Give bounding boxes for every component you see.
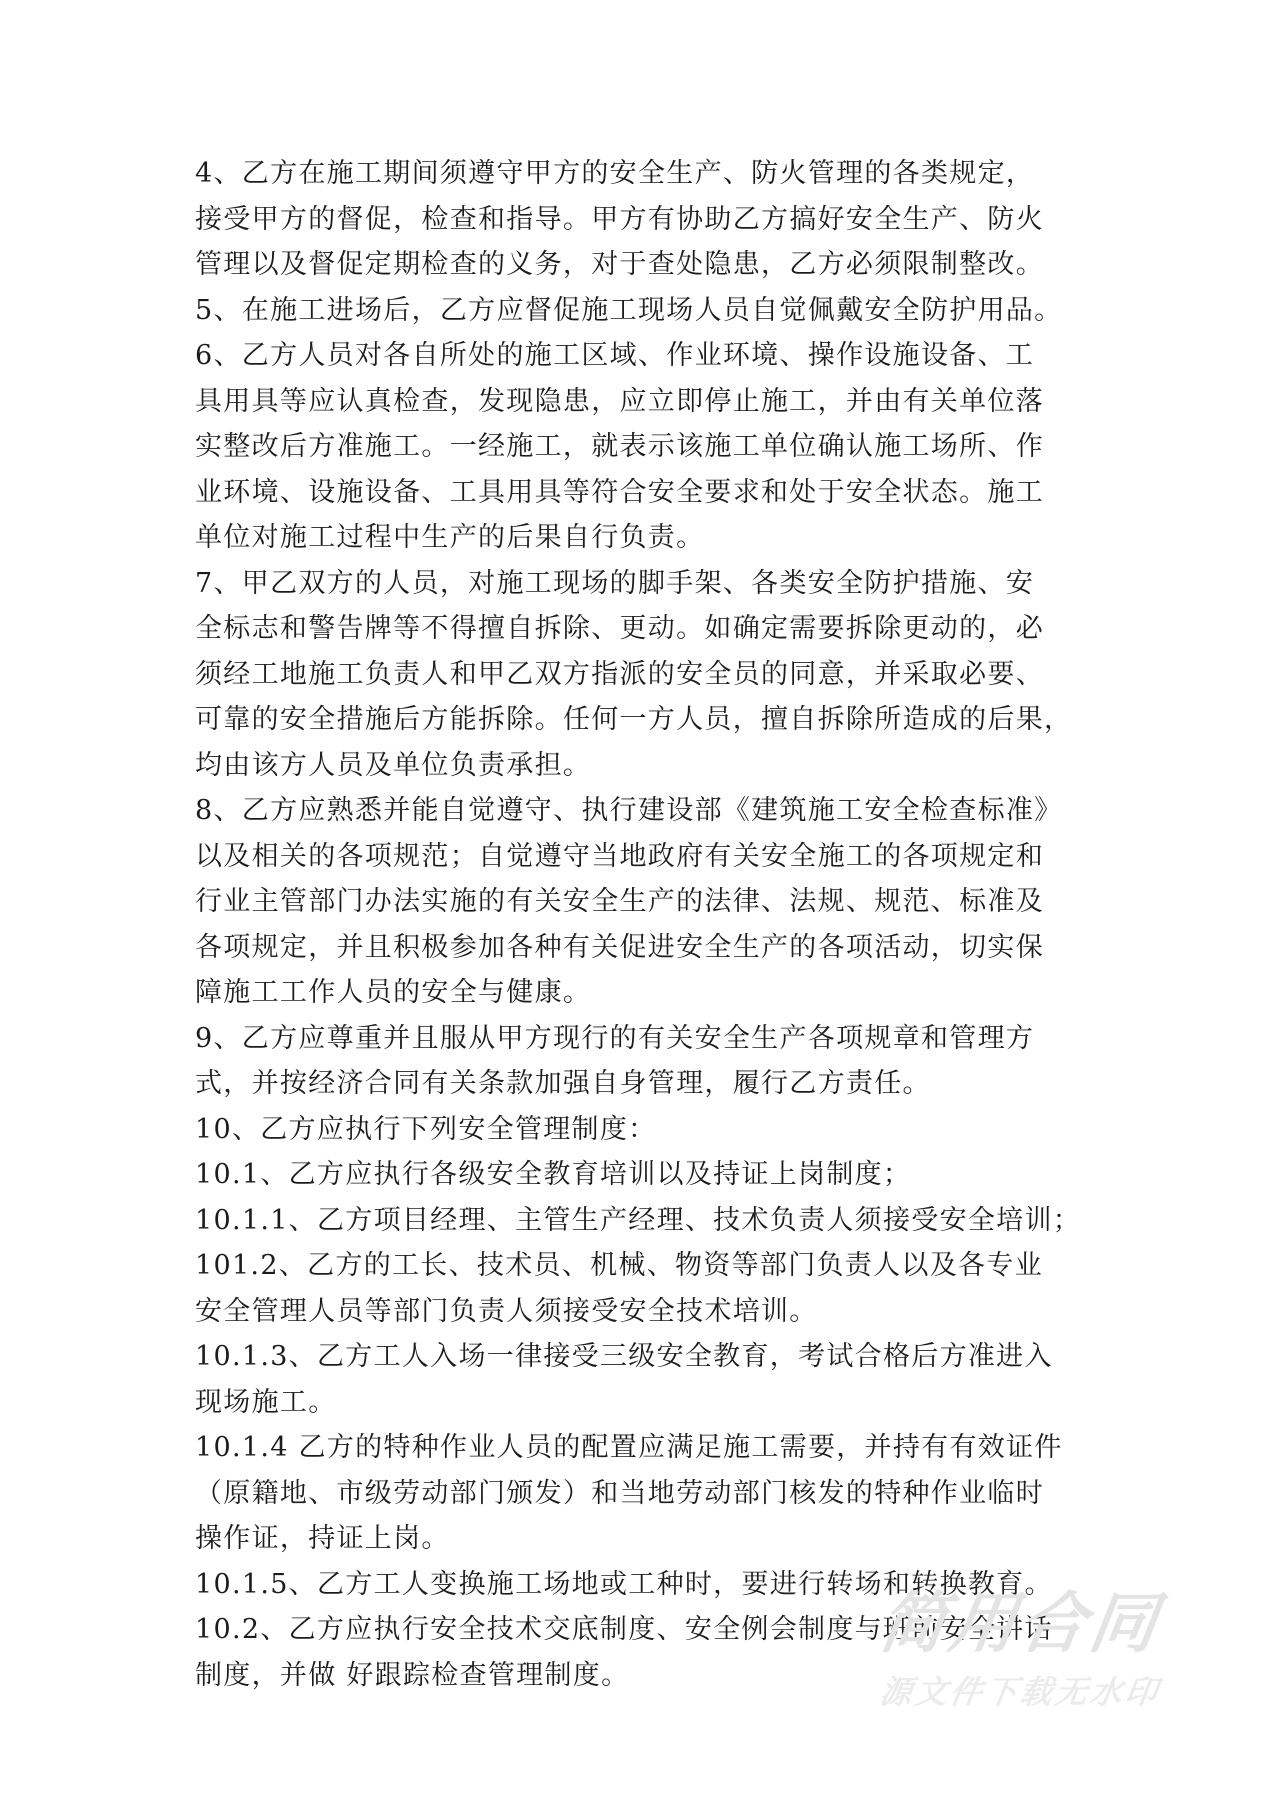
clause-7-line-5: 均由该方人员及单位负责承担。	[195, 749, 592, 781]
clause-4-line-3: 管理以及督促定期检查的义务，对于查处隐患，乙方必须限制整改。	[195, 249, 1044, 280]
clause-10-1-5-line-1: 10.1.5、乙方工人变换施工场地或工种时，要进行转场和转换教育。	[195, 1568, 1053, 1600]
clause-10-1-2-line-2: 安全管理人员等部门负责人须接受安全技术培训。	[195, 1295, 818, 1327]
clause-6-line-3: 实整改后方准施工。一经施工，就表示该施工单位确认施工场所、作	[195, 431, 1044, 462]
clause-7-line-2: 全标志和警告牌等不得擅自拆除、更动。如确定需要拆除更动的，必	[195, 613, 1044, 644]
clause-6-line-1: 6、乙方人员对各自所处的施工区域、作业环境、操作设施设备、工	[195, 340, 1035, 371]
clause-4-line-2: 接受甲方的督促，检查和指导。甲方有协助乙方搞好安全生产、防火	[195, 203, 1044, 235]
watermark-title: 简用合同	[874, 1585, 1166, 1662]
document-body	[195, 151, 1087, 1698]
clause-7-line-4: 可靠的安全措施后方能拆除。任何一方人员，擅自拆除所造成的后果，	[195, 704, 1073, 735]
clause-7-line-3: 须经工地施工负责人和甲乙双方指派的安全员的同意，并采取必要、	[195, 658, 1044, 690]
clause-9-line-1: 9、乙方应尊重并且服从甲方现行的有关安全生产各项规章和管理方	[195, 1022, 1035, 1054]
watermark-subtitle: 源文件下载无水印	[877, 1673, 1163, 1711]
clause-9-line-2: 式，并按经济合同有关条款加强自身管理，履行乙方责任。	[195, 1068, 931, 1099]
clause-10-2-line-2: 制度，并做 好跟踪检查管理制度。	[195, 1659, 630, 1691]
clause-8-line-5: 障施工工作人员的安全与健康。	[195, 977, 592, 1008]
clause-8-line-1: 8、乙方应熟悉并能自觉遵守、执行建设部《建筑施工安全检查标准》	[195, 795, 1063, 826]
clause-10-1-4-line-3: 操作证，持证上岗。	[195, 1523, 450, 1554]
clause-10-1-1-line-1: 10.1.1、乙方项目经理、主管生产经理、技术负责人须接受安全培训；	[195, 1204, 1082, 1236]
clause-5-line-1: 5、在施工进场后，乙方应督促施工现场人员自觉佩戴安全防护用品。	[195, 294, 1063, 326]
clause-10-heading: 10、乙方应执行下列安全管理制度：	[195, 1113, 657, 1145]
clause-6-line-2: 具用具等应认真检查，发现隐患，应立即停止施工，并由有关单位落	[195, 385, 1044, 417]
clause-7-line-1: 7、甲乙双方的人员，对施工现场的脚手架、各类安全防护措施、安	[195, 567, 1035, 599]
clause-4-line-1: 4、乙方在施工期间须遵守甲方的安全生产、防火管理的各类规定，	[195, 158, 1035, 189]
clause-8-line-2: 以及相关的各项规范；自觉遵守当地政府有关安全施工的各项规定和	[195, 840, 1044, 872]
clause-10-1-2-line-1: 101.2、乙方的工长、技术员、机械、物资等部门负责人以及各专业	[195, 1250, 1043, 1281]
clause-10-1-line-1: 10.1、乙方应执行各级安全教育培训以及持证上岗制度；	[195, 1159, 912, 1190]
clause-10-1-3-line-1: 10.1.3、乙方工人入场一律接受三级安全教育，考试合格后方准进入	[195, 1341, 1053, 1372]
clause-10-1-4-line-2: （原籍地、市级劳动部门颁发）和当地劳动部门核发的特种作业临时	[195, 1477, 1044, 1509]
clause-6-line-5: 单位对施工过程中生产的后果自行负责。	[195, 522, 705, 553]
clause-6-line-4: 业环境、设施设备、工具用具等符合安全要求和处于安全状态。施工	[195, 476, 1044, 508]
clause-8-line-4: 各项规定，并且积极参加各种有关促进安全生产的各项活动，切实保	[195, 931, 1044, 963]
clause-8-line-3: 行业主管部门办法实施的有关安全生产的法律、法规、规范、标准及	[195, 886, 1044, 917]
clause-10-1-3-line-2: 现场施工。	[195, 1386, 337, 1418]
clause-10-2-line-1: 10.2、乙方应执行安全技术交底制度、安全例会制度与班前安全讲话	[195, 1614, 1053, 1645]
clause-10-1-4-line-1: 10.1.4 乙方的特种作业人员的配置应满足施工需要，并持有有效证件	[195, 1432, 1063, 1463]
